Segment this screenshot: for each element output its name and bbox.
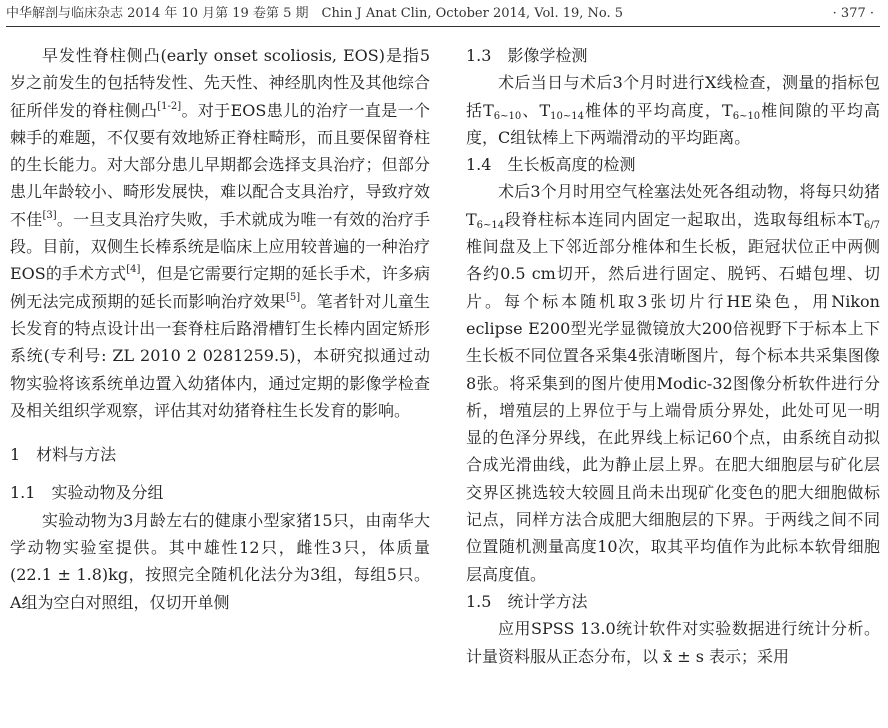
subsection-heading-statistics: 1.5 统计学方法 [466, 591, 588, 611]
subsection-heading-imaging: 1.3 影像学检测 [466, 46, 588, 65]
statistics-paragraph: 应用SPSS 13.0统计软件对实验数据进行统计分析。计量资料服从正态分布，以 x̄ ± s 表示；采用 [466, 619, 880, 666]
subsection-heading-animals: 1.1 实验动物及分组 [10, 483, 164, 503]
page-header [6, 4, 880, 27]
page-number: · 377 · [832, 6, 874, 21]
left-column [10, 42, 430, 616]
journal-citation: 中华解剖与临床杂志 2014 年 10 月第 19 卷第 5 期 Chin J Anat Clin, October 2014, Vol. 19, No. 5 [6, 6, 624, 21]
citation-ref: [4] [126, 264, 141, 276]
animals-paragraph: 实验动物为3月龄左右的健康小型家猪15只，由南华大学动物实验室提供。其中雄性12只，雌性3只，体质量(22.1 ± 1.8)kg，按照完全随机化法分为3组，每组5只。A组为空白对照组，仅切开单侧 [10, 510, 430, 612]
subsection-heading-growth-plate: 1.4 生长板高度的检测 [466, 155, 636, 175]
growth-plate-paragraph: 术后3个月时用空气栓塞法处死各组动物，将每只幼猪$T_{6\sim 14}$段脊柱标本连同内固定一起取出，选取每组标本$T_{6/7}$椎间盘及上下邻近部分椎体和生长板，距冠状位正中两侧各约0.5 cm切开，然后进行固定、脱钙、石蜡包埋、切片。每个标本随机取3张切片行HE染色，用Nikon eclipse E200型光学显微镜放大200倍视野下于标本上下生长板不同位置各采集4张清晰图片，每个标本共采集图像8张。将采集到的图片使用Modic-32图像分析软件进行分析，增殖层的上界位于与上端骨质分界处，此处可见一明显的色泽分界线，在此界线上标记60个点，由系统自动拟合成光滑曲线，此为静止层上界。在肥大细胞层与矿化层交界区挑选较大较圆且尚未出现矿化变色的肥大细胞做标记点，同样方法合成肥大细胞层的下界。于两线之间不同位置随机测量高度10次，取其平均值作为此标本软骨细胞层高度值。 [466, 182, 880, 584]
imaging-paragraph: 术后当日与术后3个月时进行X线检查，测量的指标包括$T_{6\sim 10}$、$T_{10\sim 14}$椎体的平均高度，$T_{6\sim 10}$椎间隙的平均高度，C组钛棒上下两端滑动的平均距离。 [466, 73, 880, 147]
section-heading-materials-methods: 1 材料与方法 [10, 445, 117, 465]
citation-ref: [5] [285, 291, 301, 303]
citation-ref: [3] [42, 209, 57, 221]
right-column [466, 42, 880, 670]
citation-ref: [1-2] [157, 100, 182, 112]
intro-paragraph: 早发性脊柱侧凸(early onset scoliosis, EOS)是指5岁之前发生的包括特发性、先天性、神经肌肉性及其他综合征所伴发的脊柱侧凸[1-2]。对于EOS患儿的治疗一直是一个棘手的难题，不仅要有效地矫正脊柱畸形，而且要保留脊柱的生长能力。对大部分患儿早期都会选择支具治疗；但部分患儿年龄较小、畸形发展快，难以配合支具治疗，导致疗效不佳[3]。一旦支具治疗失败，手术就成为唯一有效的治疗手段。目前，双侧生长棒系统是临床上应用较普遍的一种治疗EOS的手术方式[4]，但是它需要行定期的延长手术，许多病例无法完成预期的延长而影响治疗效果[5]。笔者针对儿童生长发育的特点设计出一套脊柱后路滑槽钉生长棒内固定矫形系统(专利号: ZL 2010 2 0281259.5)，本研究拟通过动物实验将该系统单边置入幼猪体内，通过定期的影像学检查及相关组织学观察，评估其对幼猪脊柱生长发育的影响。 [10, 46, 430, 420]
